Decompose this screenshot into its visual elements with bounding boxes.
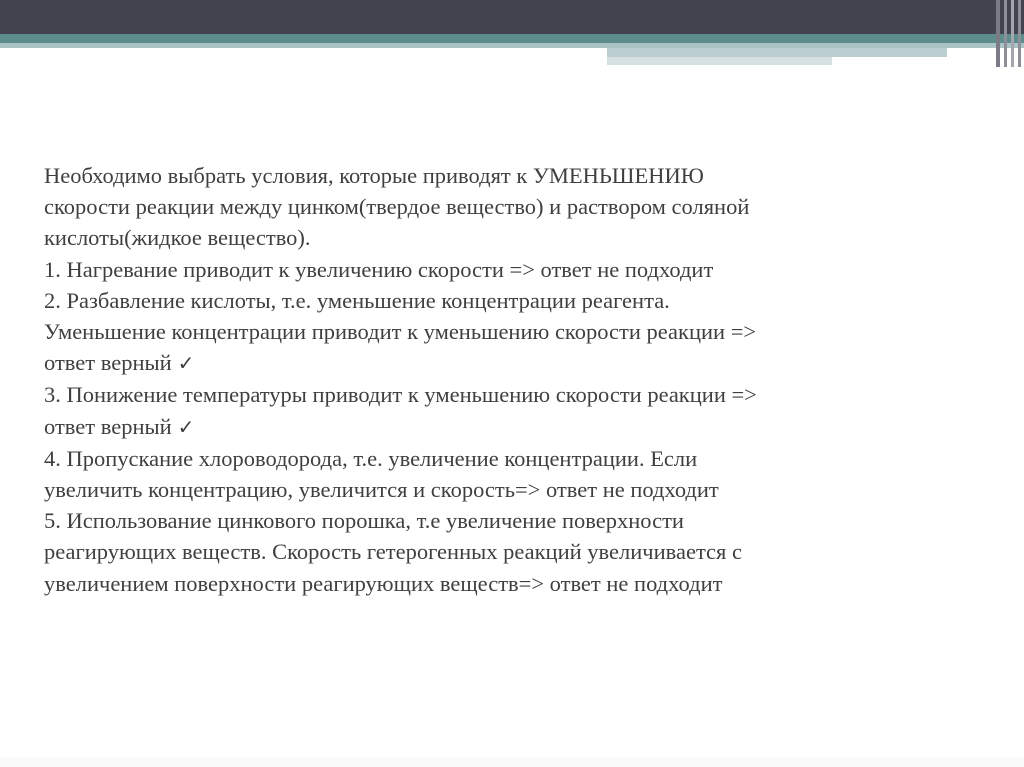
header-edge-stripe (1018, 0, 1021, 67)
answer-text: ответ верный (44, 413, 172, 439)
slide-bottom-edge (0, 758, 1024, 767)
header-bar-dark (0, 0, 1024, 34)
check-icon: ✓ (177, 414, 195, 439)
header-bar-teal (0, 34, 1024, 43)
check-icon: ✓ (177, 351, 195, 376)
text-line-with-check (44, 411, 1004, 443)
text-line: реагирующих веществ. Скорость гетерогенных реакций увеличивается с (44, 539, 742, 565)
text-line: 1. Нагревание приводит к увеличению скорости => ответ не подходит (44, 256, 714, 282)
text-line: Уменьшение концентрации приводит к уменьшению скорости реакции => (44, 319, 757, 345)
text-line: увеличением поверхности реагирующих веществ=> ответ не подходит (44, 570, 723, 596)
text-line: 5. Использование цинкового порошка, т.е увеличение поверхности (44, 508, 684, 534)
text-line: Необходимо выбрать условия, которые приводят к УМЕНЬШЕНИЮ (44, 163, 704, 188)
text-line: увеличить концентрацию, увеличится и скорость=> ответ не подходит (44, 477, 719, 503)
slide-body-text (44, 160, 1004, 599)
text-line: 2. Разбавление кислоты, т.е. уменьшение концентрации реагента. (44, 287, 670, 313)
text-line: кислоты(жидкое вещество). (44, 225, 311, 251)
text-line-with-check (44, 347, 1004, 379)
header-accent-stripe (607, 48, 947, 57)
header-edge-stripe (996, 0, 1000, 67)
text-line: 4. Пропускание хлороводорода, т.е. увеличение концентрации. Если (44, 445, 698, 471)
text-line: 3. Понижение температуры приводит к уменьшению скорости реакции => (44, 382, 757, 408)
header-edge-stripe (1004, 0, 1007, 67)
header-accent-stripe-secondary (607, 57, 832, 65)
text-line: скорости реакции между цинком(твердое вещество) и раствором соляной (44, 194, 750, 220)
header-edge-stripe (1011, 0, 1014, 67)
answer-text: ответ верный (44, 350, 172, 376)
